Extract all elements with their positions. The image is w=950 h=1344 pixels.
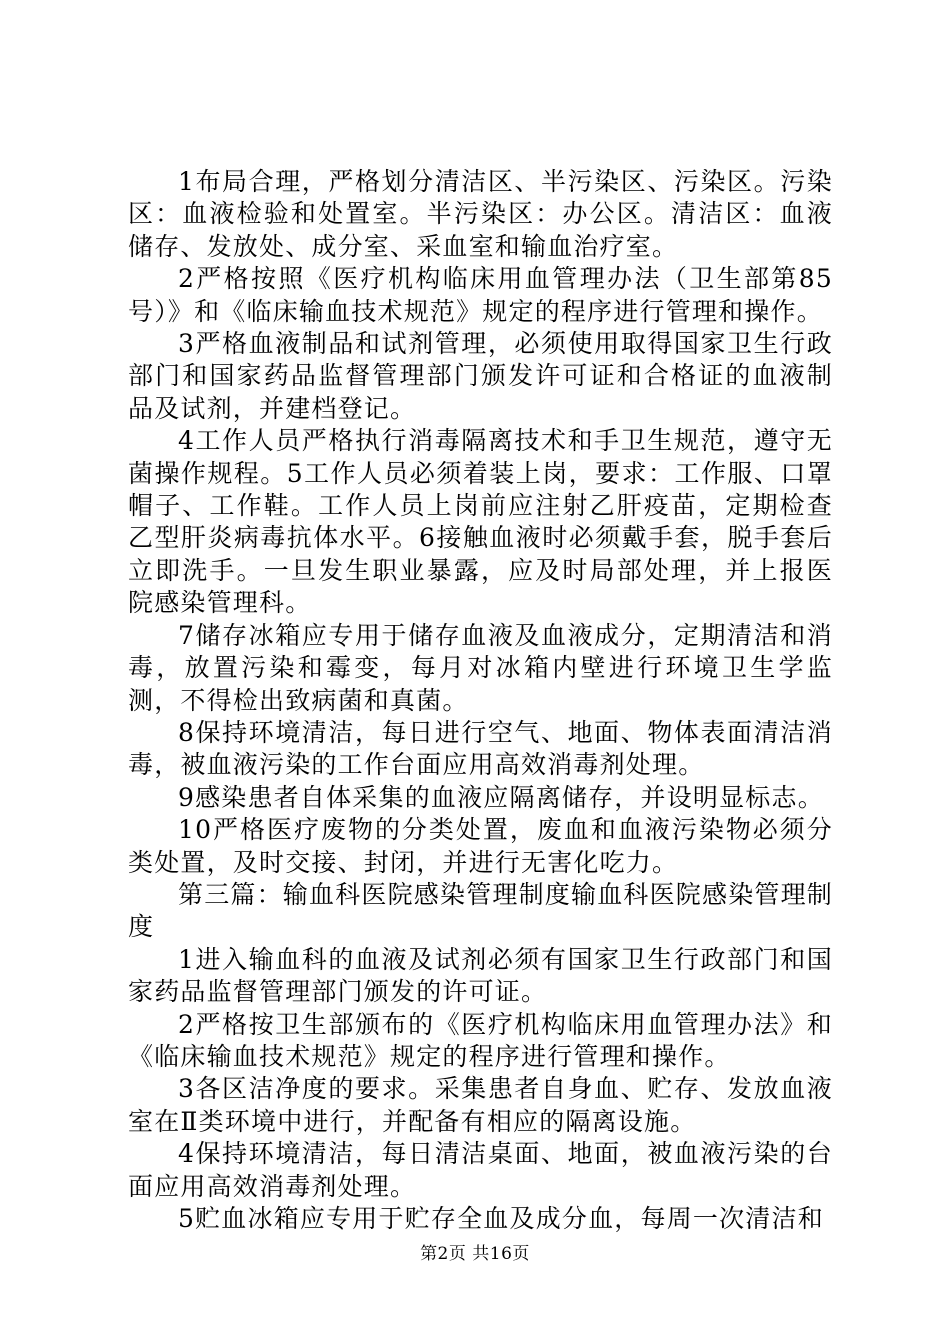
document-body [128,166,833,1235]
paragraph-12: 4保持环境清洁，每日清洁桌面、地面，被血液污染的台面应用高效消毒剂处理。 [128,1139,833,1201]
section-heading: 第三篇：输血科医院感染管理制度输血科医院感染管理制度 [128,879,834,942]
paragraph-1: 1布局合理，严格划分清洁区、半污染区、污染区。污染区：血液检验和处置室。半污染区：办公区。清洁区：血液储存、发放处、成分室、采血室和输血治疗室。 [128,167,833,261]
paragraph-3: 3严格血液制品和试剂管理，必须使用取得国家卫生行政部门和国家药品监督管理部门颁发许可证和合格证的血液制品及试剂，并建档登记。 [128,329,833,423]
paragraph-9: 1进入输血科的血液及试剂必须有国家卫生行政部门和国家药品监督管理部门颁发的许可证。 [128,944,833,1007]
paragraph-10: 2严格按卫生部颁布的《医疗机构临床用血管理办法》和《临床输血技术规范》规定的程序进行管理和操作。 [128,1009,833,1071]
paragraph-8: 10严格医疗废物的分类处置，废血和血液污染物必须分类处置，及时交接、封闭，并进行无害化吃力。 [128,815,833,877]
paragraph-5: 7储存冰箱应专用于储存血液及血液成分，定期清洁和消毒，放置污染和霉变，每月对冰箱内壁进行环境卫生学监测，不得检出致病菌和真菌。 [128,620,833,715]
paragraph-7: 9感染患者自体采集的血液应隔离储存，并设明显标志。 [178,782,824,812]
paragraph-4: 4工作人员严格执行消毒隔离技术和手卫生规范，遵守无菌操作规程。5工作人员必须着装上岗，要求：工作服、口罩帽子、工作鞋。工作人员上岗前应注射乙肝疫苗，定期检查乙型肝炎病毒抗体水平。6接触血液时必须戴手套，脱手套后立即洗手。一旦发生职业暴露，应及时局部处理，并上报医院感染管理科。 [128,426,833,618]
paragraph-13: 5贮血冰箱应专用于贮存全血及成分血，每周一次清洁和 [178,1204,824,1233]
page-number-footer: 第2页 共16页 [420,1244,530,1264]
paragraph-6: 8保持环境清洁，每日进行空气、地面、物体表面清洁消毒，被血液污染的工作台面应用高效消毒剂处理。 [128,717,833,780]
paragraph-2: 2严格按照《医疗机构临床用血管理办法（卫生部第85号）》和《临床输血技术规范》规定的程序进行管理和操作。 [128,264,833,326]
paragraph-11: 3各区洁净度的要求。采集患者自身血、贮存、发放血液室在Ⅱ类环境中进行，并配备有相应的隔离设施。 [128,1074,833,1136]
